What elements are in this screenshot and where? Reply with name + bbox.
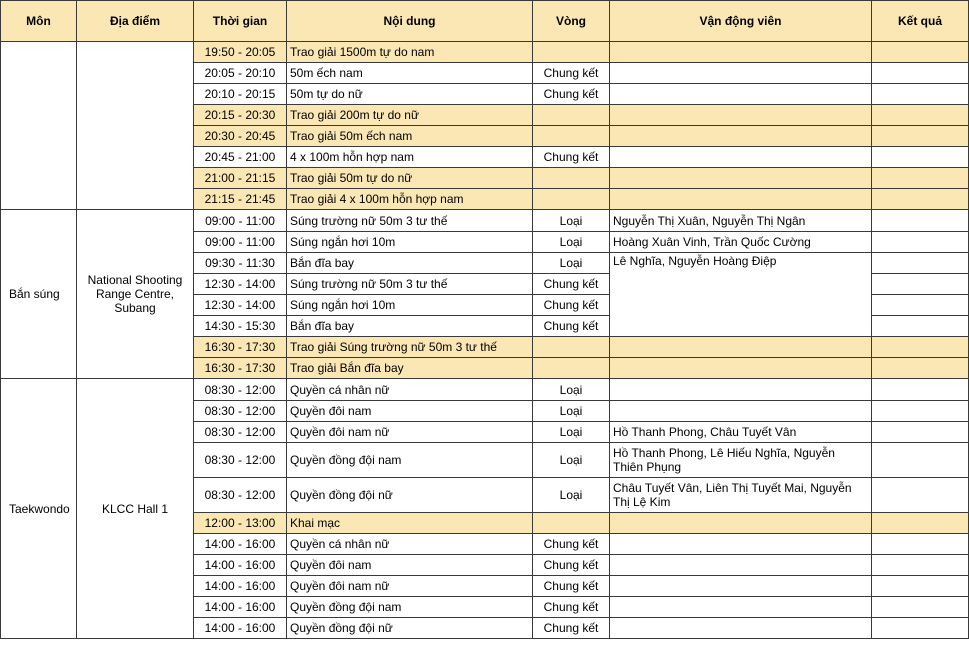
header-vong: Vòng	[533, 1, 610, 42]
round-cell: Chung kết	[533, 534, 610, 555]
athletes-cell	[610, 63, 872, 84]
event-cell: Quyền đồng đội nữ	[287, 478, 533, 513]
time-cell: 14:00 - 16:00	[194, 618, 287, 639]
header-vdv: Vận động viên	[610, 1, 872, 42]
time-cell: 12:30 - 14:00	[194, 295, 287, 316]
venue-cell-shooting: National Shooting Range Centre, Subang	[77, 210, 194, 379]
event-cell: Súng trường nữ 50m 3 tư thế	[287, 274, 533, 295]
round-cell	[533, 168, 610, 189]
round-cell: Loại	[533, 401, 610, 422]
header-noi-dung: Nội dung	[287, 1, 533, 42]
event-cell: 4 x 100m hỗn hợp nam	[287, 147, 533, 168]
round-cell: Chung kết	[533, 316, 610, 337]
athletes-cell	[610, 42, 872, 63]
time-cell: 20:30 - 20:45	[194, 126, 287, 147]
result-cell	[872, 422, 969, 443]
time-cell: 14:00 - 16:00	[194, 555, 287, 576]
result-cell	[872, 295, 969, 316]
result-cell	[872, 105, 969, 126]
event-cell: Quyền đồng đội nam	[287, 597, 533, 618]
athletes-cell	[610, 513, 872, 534]
athletes-cell	[610, 576, 872, 597]
event-cell: Bắn đĩa bay	[287, 253, 533, 274]
result-cell	[872, 232, 969, 253]
sport-cell-taekwondo: Taekwondo	[1, 379, 77, 639]
event-cell: 50m ếch nam	[287, 63, 533, 84]
time-cell: 20:45 - 21:00	[194, 147, 287, 168]
round-cell	[533, 189, 610, 210]
round-cell: Chung kết	[533, 63, 610, 84]
event-cell: Trao giải Bắn đĩa bay	[287, 358, 533, 379]
round-cell: Chung kết	[533, 295, 610, 316]
round-cell	[533, 513, 610, 534]
result-cell	[872, 63, 969, 84]
time-cell: 08:30 - 12:00	[194, 401, 287, 422]
time-cell: 08:30 - 12:00	[194, 478, 287, 513]
event-cell: Súng trường nữ 50m 3 tư thế	[287, 210, 533, 232]
round-cell	[533, 105, 610, 126]
athletes-cell	[610, 534, 872, 555]
event-cell: Quyền cá nhân nữ	[287, 379, 533, 401]
round-cell: Loại	[533, 379, 610, 401]
time-cell: 08:30 - 12:00	[194, 443, 287, 478]
time-cell: 20:10 - 20:15	[194, 84, 287, 105]
result-cell	[872, 358, 969, 379]
result-cell	[872, 147, 969, 168]
result-cell	[872, 534, 969, 555]
event-cell: 50m tự do nữ	[287, 84, 533, 105]
athletes-cell	[610, 84, 872, 105]
time-cell: 12:30 - 14:00	[194, 274, 287, 295]
event-cell: Quyền đồng đội nữ	[287, 618, 533, 639]
round-cell: Chung kết	[533, 147, 610, 168]
event-cell: Quyền đôi nam	[287, 401, 533, 422]
time-cell: 14:30 - 15:30	[194, 316, 287, 337]
event-cell: Quyền đôi nam nữ	[287, 422, 533, 443]
athletes-cell	[610, 337, 872, 358]
round-cell	[533, 358, 610, 379]
time-cell: 19:50 - 20:05	[194, 42, 287, 63]
result-cell	[872, 126, 969, 147]
event-cell: Súng ngắn hơi 10m	[287, 232, 533, 253]
athletes-cell	[610, 597, 872, 618]
time-cell: 09:00 - 11:00	[194, 210, 287, 232]
result-cell	[872, 253, 969, 274]
time-cell: 12:00 - 13:00	[194, 513, 287, 534]
time-cell: 09:00 - 11:00	[194, 232, 287, 253]
header-thoi-gian: Thời gian	[194, 1, 287, 42]
result-cell	[872, 189, 969, 210]
result-cell	[872, 274, 969, 295]
time-cell: 09:30 - 11:30	[194, 253, 287, 274]
round-cell: Loại	[533, 232, 610, 253]
athletes-cell: Châu Tuyết Vân, Liên Thị Tuyết Mai, Nguyễn Thị Lệ Kim	[610, 478, 872, 513]
athletes-cell: Nguyễn Thị Xuân, Nguyễn Thị Ngân	[610, 210, 872, 232]
result-cell	[872, 316, 969, 337]
round-cell: Chung kết	[533, 618, 610, 639]
event-cell: Trao giải 200m tự do nữ	[287, 105, 533, 126]
round-cell	[533, 42, 610, 63]
athletes-cell	[610, 401, 872, 422]
result-cell	[872, 42, 969, 63]
header-mon: Môn	[1, 1, 77, 42]
result-cell	[872, 84, 969, 105]
athletes-cell	[610, 555, 872, 576]
event-cell: Quyền đôi nam	[287, 555, 533, 576]
result-cell	[872, 337, 969, 358]
time-cell: 14:00 - 16:00	[194, 597, 287, 618]
result-cell	[872, 597, 969, 618]
result-cell	[872, 210, 969, 232]
result-cell	[872, 379, 969, 401]
event-cell: Quyền cá nhân nữ	[287, 534, 533, 555]
event-cell: Súng ngắn hơi 10m	[287, 295, 533, 316]
round-cell	[533, 337, 610, 358]
athletes-cell	[610, 358, 872, 379]
round-cell: Chung kết	[533, 84, 610, 105]
event-cell: Trao giải Súng trường nữ 50m 3 tư thế	[287, 337, 533, 358]
round-cell: Chung kết	[533, 597, 610, 618]
round-cell	[533, 126, 610, 147]
athletes-cell	[610, 618, 872, 639]
time-cell: 08:30 - 12:00	[194, 379, 287, 401]
round-cell: Loại	[533, 443, 610, 478]
time-cell: 20:15 - 20:30	[194, 105, 287, 126]
result-cell	[872, 168, 969, 189]
result-cell	[872, 576, 969, 597]
event-cell: Khai mạc	[287, 513, 533, 534]
round-cell: Loại	[533, 478, 610, 513]
event-cell: Trao giải 50m ếch nam	[287, 126, 533, 147]
table-row	[1, 42, 969, 63]
athletes-cell	[610, 168, 872, 189]
header-row	[1, 1, 969, 42]
athletes-cell: Hồ Thanh Phong, Châu Tuyết Vân	[610, 422, 872, 443]
time-cell: 20:05 - 20:10	[194, 63, 287, 84]
athletes-cell	[610, 147, 872, 168]
time-cell: 16:30 - 17:30	[194, 358, 287, 379]
result-cell	[872, 401, 969, 422]
time-cell: 21:15 - 21:45	[194, 189, 287, 210]
event-cell: Trao giải 50m tự do nữ	[287, 168, 533, 189]
round-cell: Chung kết	[533, 555, 610, 576]
round-cell: Loại	[533, 253, 610, 274]
athletes-cell	[610, 189, 872, 210]
round-cell: Chung kết	[533, 274, 610, 295]
header-dia-diem: Địa điểm	[77, 1, 194, 42]
sport-cell-shooting: Bắn súng	[1, 210, 77, 379]
athletes-cell: Hoàng Xuân Vinh, Trần Quốc Cường	[610, 232, 872, 253]
event-cell: Bắn đĩa bay	[287, 316, 533, 337]
athletes-cell: Lê Nghĩa, Nguyễn Hoàng Điệp	[610, 253, 872, 337]
result-cell	[872, 618, 969, 639]
result-cell	[872, 513, 969, 534]
time-cell: 21:00 - 21:15	[194, 168, 287, 189]
round-cell: Chung kết	[533, 576, 610, 597]
table-row	[1, 379, 969, 401]
athletes-cell	[610, 105, 872, 126]
venue-cell-swim	[77, 42, 194, 210]
event-cell: Trao giải 4 x 100m hỗn hợp nam	[287, 189, 533, 210]
venue-cell-taekwondo: KLCC Hall 1	[77, 379, 194, 639]
event-cell: Quyền đồng đội nam	[287, 443, 533, 478]
athletes-cell	[610, 379, 872, 401]
result-cell	[872, 443, 969, 478]
table-row	[1, 210, 969, 232]
athletes-cell	[610, 126, 872, 147]
time-cell: 14:00 - 16:00	[194, 534, 287, 555]
result-cell	[872, 478, 969, 513]
round-cell: Loại	[533, 422, 610, 443]
event-cell: Quyền đôi nam nữ	[287, 576, 533, 597]
event-cell: Trao giải 1500m tự do nam	[287, 42, 533, 63]
time-cell: 14:00 - 16:00	[194, 576, 287, 597]
round-cell: Loại	[533, 210, 610, 232]
sport-cell-swim	[1, 42, 77, 210]
result-cell	[872, 555, 969, 576]
athletes-cell: Hồ Thanh Phong, Lê Hiếu Nghĩa, Nguyễn Thiên Phụng	[610, 443, 872, 478]
time-cell: 16:30 - 17:30	[194, 337, 287, 358]
header-ket-qua: Kết quả	[872, 1, 969, 42]
time-cell: 08:30 - 12:00	[194, 422, 287, 443]
